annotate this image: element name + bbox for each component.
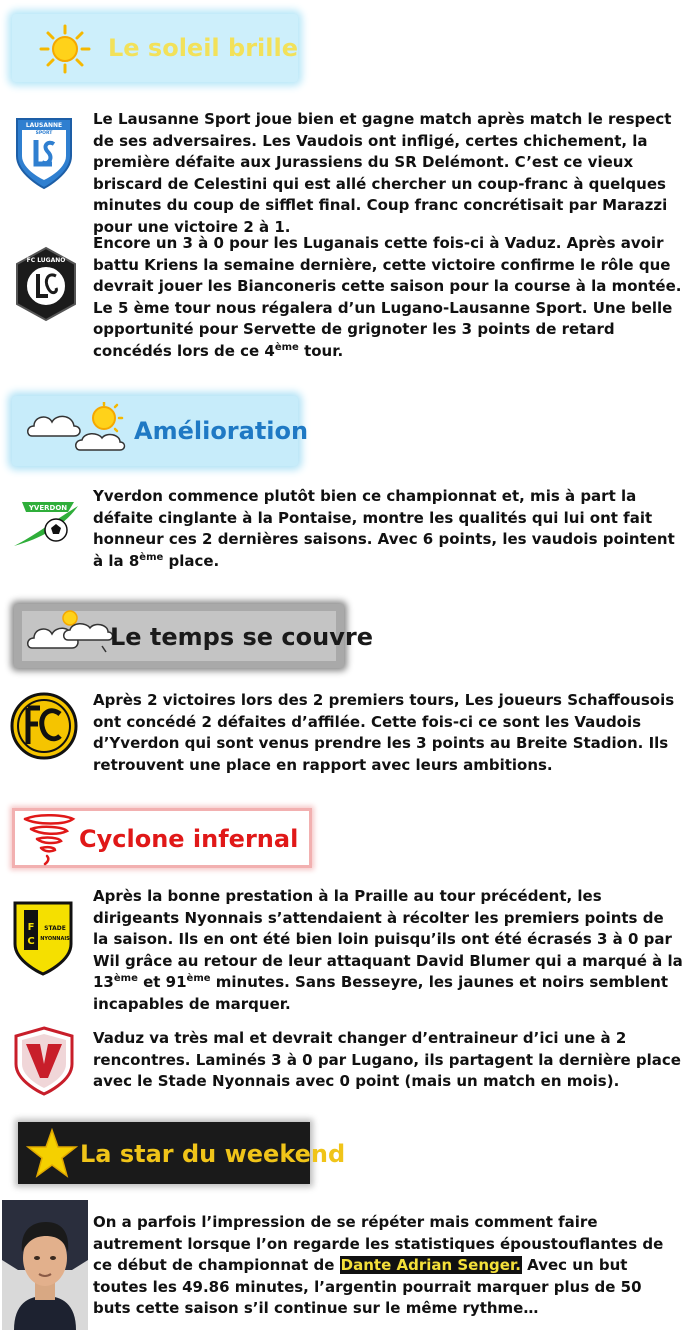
svg-text:NYONNAIS: NYONNAIS <box>40 936 70 942</box>
svg-text:F: F <box>27 922 35 933</box>
banner-title: La star du weekend <box>80 1140 346 1168</box>
banner-title: Le temps se couvre <box>110 623 373 651</box>
cloud-sun-icon <box>22 402 134 466</box>
article-schaffhouse: Après 2 victoires lors des 2 premiers tours, Les joueurs Schaffousois ont concédé 2 défaites d’affilée. Cette fois-ci ce sont les Vaudois d’Yverdon qui sont venus prendre les 3 points au Breite Stadion. Ils retrouvent une place en rapport avec leurs ambitions. <box>93 691 675 774</box>
svg-text:STADE: STADE <box>44 925 66 932</box>
star-icon <box>26 1128 78 1184</box>
banner-title: Cyclone infernal <box>79 825 299 853</box>
clouds-icon <box>24 608 118 670</box>
player-photo <box>2 1200 88 1335</box>
banner-cyclone-infernal <box>12 808 312 868</box>
svg-text:LAUSANNE: LAUSANNE <box>25 122 63 129</box>
article-lausanne: Le Lausanne Sport joue bien et gagne match après match le respect de ses adversaires. Les Vaudois ont infligé, certes chichement, la première défaite aux Jurassiens du SR Delémont. C’est ce vieux briscard de Celestini qui est allé chercher un coup-franc à quelques minutes du coup de sifflet final. Coup franc concrétisait par Marazzi pour une victoire 2 à 1. <box>93 110 672 236</box>
banner-temps-se-couvre <box>14 604 373 668</box>
svg-text:SPORT: SPORT <box>35 131 53 136</box>
lausanne-sport-logo <box>14 116 74 195</box>
yverdon-logo <box>12 498 82 555</box>
banner-title: Amélioration <box>134 417 309 445</box>
svg-text:C: C <box>27 936 35 947</box>
banner-title: Le soleil brille <box>108 34 298 62</box>
banner-amelioration <box>12 396 309 466</box>
article-lugano: Encore un 3 à 0 pour les Luganais cette fois-ci à Vaduz. Après avoir battu Kriens la semaine dernière, cette victoire confirme le rôle que devrait jouer les Bianconeris cette saison pour la course à la montée. Le 5 ème tour nous régalera d’un Lugano-Lausanne Sport. Une belle opportunité pour Servette de grignoter les 3 points de retard concédés lors de ce 4ème tour. <box>93 234 682 360</box>
banner-soleil-brille <box>12 14 298 82</box>
banner-star-du-weekend <box>18 1122 346 1184</box>
tornado-icon <box>19 811 79 873</box>
player-name-highlight: Dante Adrian Senger. <box>340 1256 521 1274</box>
stade-nyonnais-logo <box>12 900 74 981</box>
sun-icon <box>38 24 92 80</box>
svg-text:FC LUGANO: FC LUGANO <box>26 257 66 264</box>
article-yverdon: Yverdon commence plutôt bien ce championnat et, mis à part la défaite cinglante à la Pontaise, montre les qualités qui lui ont fait honneur ces 2 dernières saisons. Avec 6 points, les vaudois pointent à la 8ème place. <box>93 487 675 570</box>
svg-text:YVERDON: YVERDON <box>28 504 68 512</box>
article-nyon: Après la bonne prestation à la Praille au tour précédent, les dirigeants Nyonnais s’attendaient à récolter les premiers points de la saison. Ils en ont été bien loin puisqu’ils ont été écrasés 3 à 0 par Wil grâce au retour de leur attaquant David Blumer qui a marqué à la 13ème et 91ème minutes. Sans Besseyre, les jaunes et noirs semblent incapables de marquer. <box>93 887 683 1013</box>
article-vaduz: Vaduz va très mal et devrait changer d’entraineur d’ici une à 2 rencontres. Laminés 3 à 0 par Lugano, ils partagent la dernière place avec le Stade Nyonnais avec 0 point (mais un match en mois). <box>93 1029 681 1090</box>
article-star: On a parfois l’impression de se répéter mais comment faire autrement lorsque l’on regarde les statistiques époustouflantes de ce début de championnat de Dante Adrian Senger. Avec un but toutes les 49.86 minutes, l’argentin pourrait marquer plus de 50 buts cette saison s’il continue sur le même rythme… <box>93 1213 664 1317</box>
fc-vaduz-logo <box>12 1026 76 1101</box>
fc-lugano-logo <box>14 246 78 327</box>
fc-schaffhausen-logo <box>10 692 78 765</box>
